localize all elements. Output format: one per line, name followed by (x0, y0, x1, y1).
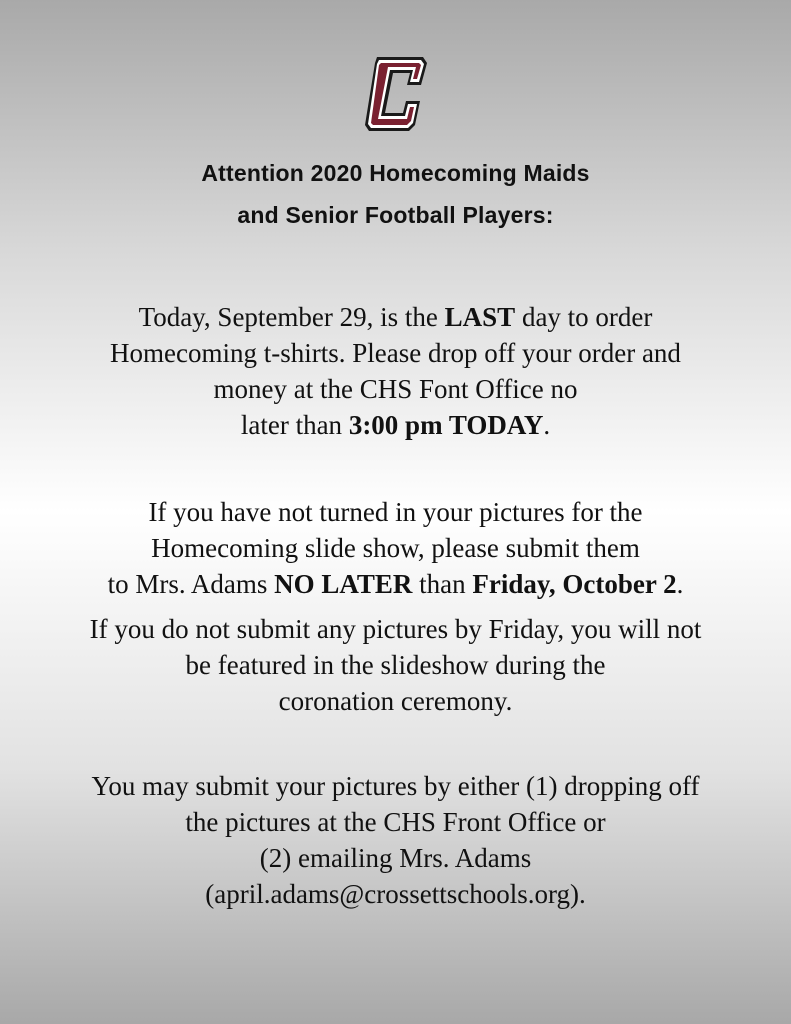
para2-line-2: Homecoming slide show, please submit them (151, 533, 640, 563)
pictures-deadline-paragraph (0, 494, 791, 602)
tshirt-order-paragraph (0, 299, 791, 443)
para2-line-3 (0, 566, 791, 602)
c-logo-icon (363, 55, 429, 133)
para2-line-1: If you have not turned in your pictures for the (148, 497, 643, 527)
para3-line-1: If you do not submit any pictures by Friday, you will not (89, 614, 702, 644)
text-span: day to order (515, 302, 653, 332)
text-span: Today, September 29, is the (138, 302, 445, 332)
school-logo (0, 55, 791, 133)
text-span: . (543, 410, 551, 440)
submission-methods-paragraph (0, 768, 791, 912)
text-span: . (676, 569, 684, 599)
text-span: to Mrs. Adams (107, 569, 275, 599)
emphasis-date: Friday, October 2 (472, 569, 677, 599)
para4-line-2: the pictures at the CHS Front Office or (185, 807, 606, 837)
para3-line-2: be featured in the slideshow during the (185, 650, 606, 680)
emphasis-no-later: NO LATER (274, 569, 413, 599)
para1-line-3: money at the CHS Font Office no (213, 374, 578, 404)
emphasis-deadline: 3:00 pm TODAY (348, 410, 544, 440)
text-span: later than (240, 410, 349, 440)
text-span: than (412, 569, 473, 599)
headline-line-2: and Senior Football Players: (237, 202, 554, 228)
slideshow-warning-paragraph (0, 611, 791, 719)
email-address: (april.adams@crossettschools.org). (205, 879, 586, 909)
para4-line-1: You may submit your pictures by either (1) dropping off (91, 771, 700, 801)
para1-line-2: Homecoming t-shirts. Please drop off your order and (110, 338, 681, 368)
para3-line-3: coronation ceremony. (278, 686, 513, 716)
headline (0, 152, 791, 236)
headline-line-1: Attention 2020 Homecoming Maids (201, 160, 590, 186)
para1-line-4 (0, 407, 791, 443)
para1-line-1 (0, 299, 791, 335)
para4-line-3: (2) emailing Mrs. Adams (259, 843, 532, 873)
emphasis-last: LAST (444, 302, 516, 332)
